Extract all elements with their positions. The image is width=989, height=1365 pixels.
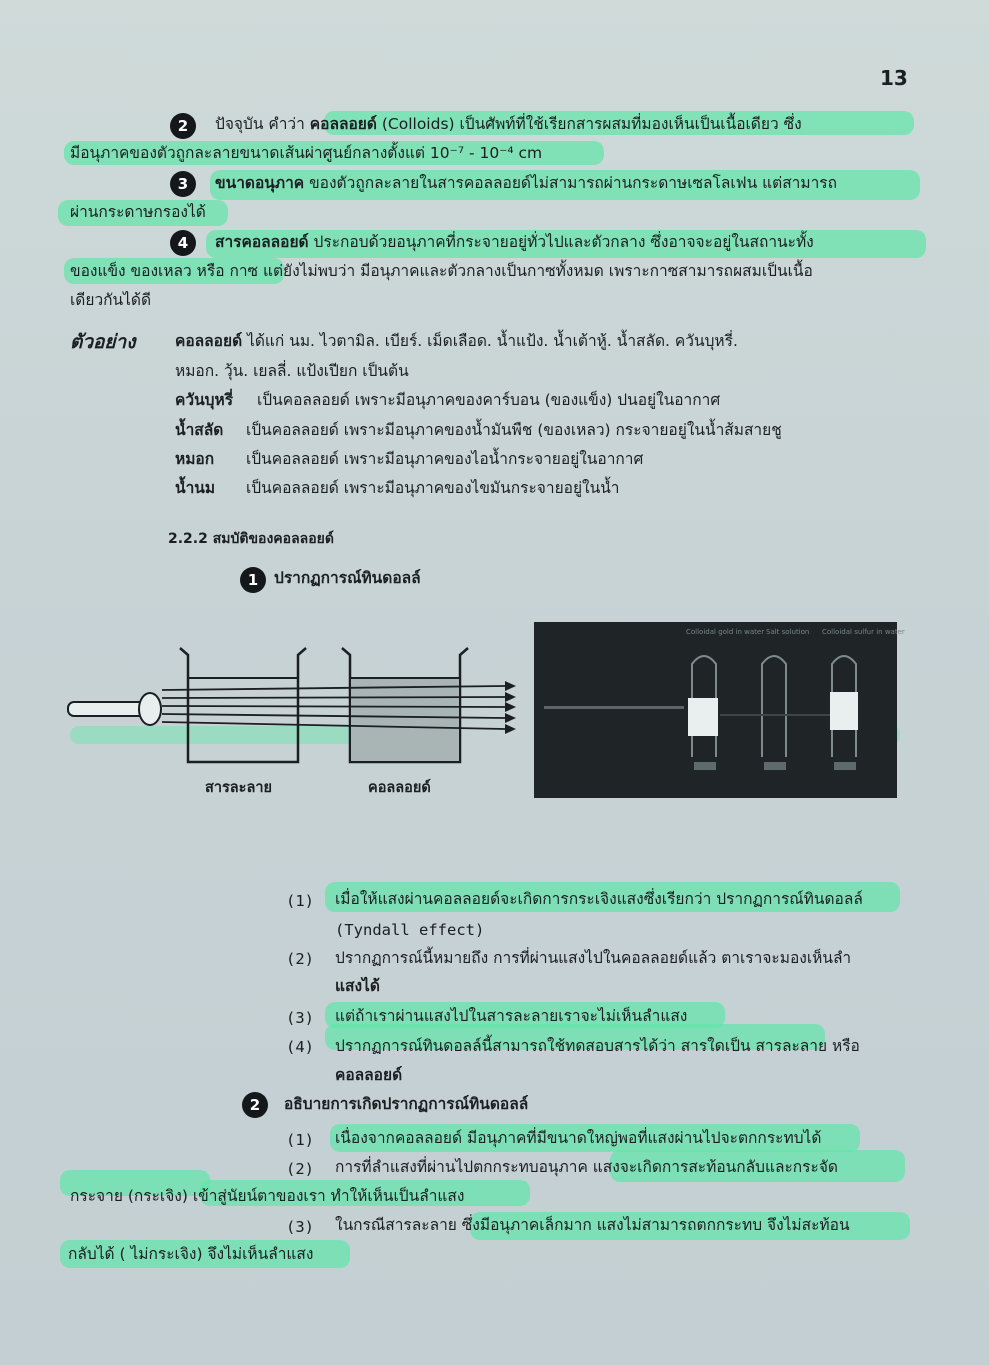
point-number: (3) [286, 1009, 314, 1027]
example-term: น้ำสลัด [175, 421, 224, 439]
example-label: ตัวอย่าง [70, 331, 136, 353]
item-2-term: คอลลอยด์ [309, 115, 377, 133]
tyndall-point-text-cont: คอลลอยด์ [335, 1066, 403, 1084]
point-number: (2) [286, 950, 314, 968]
item-4-line2: ของแข็ง ของเหลว หรือ กาซ แต่ยังไม่พบว่า มีอนุภาคและตัวกลางเป็นกาซทั้งหมด เพราะกาซสามารถผสมเป็นเนื้อ [70, 262, 813, 280]
example-intro-line2: หมอก. วุ้น. เยลลี่. แป้งเปียก เป็นต้น [175, 362, 409, 380]
item-2-lead: ปัจจุบัน คำว่า [215, 115, 310, 133]
figure-label-solution: สารละลาย [205, 780, 272, 796]
explain-point-text-cont: กระจาย (กระเจิง) เข้าสู่นัยน์ตาของเรา ทำให้เห็นเป็นลำแสง [70, 1187, 465, 1205]
tyndall-beaker-diagram [60, 640, 520, 770]
tyndall-point-text-cont: แสงได้ [335, 977, 380, 995]
figure-label-colloid: คอลลอยด์ [368, 780, 431, 796]
example-term: ควันบุหรี่ [175, 391, 234, 409]
example-text: เป็นคอลลอยด์ เพราะมีอนุภาคของไขมันกระจายอยู่ในน้ำ [246, 479, 620, 497]
photo-tube-label: Colloidal gold in water [686, 628, 765, 636]
example-term: น้ำนม [175, 479, 216, 497]
explain-point-text: ในกรณีสารละลาย ซึ่งมีอนุภาคเล็กมาก แสงไม่สามารถตกกระทบ จึงไม่สะท้อน [335, 1216, 850, 1234]
example-intro-term: คอลลอยด์ [175, 332, 243, 350]
tyndall-point-text: แต่ถ้าเราผ่านแสงไปในสารละลายเราจะไม่เห็นลำแสง [335, 1007, 688, 1025]
tyndall-photo [534, 622, 905, 798]
point-number: (1) [286, 892, 314, 910]
example-term: หมอก [175, 450, 215, 468]
example-intro-line1 [175, 330, 738, 352]
photo-tubes [534, 622, 897, 798]
example-text: เป็นคอลลอยด์ เพราะมีอนุภาคของน้ำมันพืช (ของเหลว) กระจายอยู่ในน้ำส้มสายชู [246, 421, 782, 439]
point-number: (1) [286, 1131, 314, 1149]
photo-tube-label: Colloidal sulfur in water [822, 628, 905, 636]
sub-number-badge: 1 [240, 567, 266, 593]
item-3-term: ขนาดอนุภาค [215, 174, 305, 192]
tyndall-point-text-cont: (Tyndall effect) [335, 921, 485, 939]
item-number-badge: 3 [170, 171, 196, 197]
sub-2-title: อธิบายการเกิดปรากฏการณ์ทินดอลล์ [284, 1095, 529, 1113]
item-3-rest: ของตัวถูกละลายในสารคอลลอยด์ไม่สามารถผ่านกระดาษเซลโลเฟน แต่สามารถ [304, 174, 837, 192]
photo-tube-label: Salt solution [766, 628, 810, 636]
point-number: (4) [286, 1038, 314, 1056]
example-intro-rest: ได้แก่ นม. ไวตามิล. เบียร์. เม็ดเลือด. น้ำแป้ง. น้ำเต้าหู้. น้ำสลัด. ควันบุหรี่. [242, 332, 738, 350]
item-3-line1 [215, 172, 837, 194]
item-number-badge: 4 [170, 230, 196, 256]
item-4-line1 [215, 231, 814, 253]
item-3-line2: ผ่านกระดาษกรองได้ [70, 203, 206, 221]
point-number: (2) [286, 1160, 314, 1178]
beaker-solution [180, 648, 306, 762]
item-number-badge: 2 [170, 113, 196, 139]
colloid-fill [351, 678, 459, 761]
sub-number-badge: 2 [242, 1092, 268, 1118]
flashlight-head [139, 693, 161, 725]
sub-1-title: ปรากฏการณ์ทินดอลล์ [274, 569, 421, 587]
item-4-rest: ประกอบด้วยอนุภาคที่กระจายอยู่ทั่วไปและตัวกลาง ซึ่งอาจจะอยู่ในสถานะทั้ง [308, 233, 814, 251]
explain-point-text: การที่ลำแสงที่ผ่านไปตกกระทบอนุภาค แสงจะเกิดการสะท้อนกลับและกระจัด [335, 1158, 838, 1176]
item-2-line1 [215, 113, 802, 135]
explain-point-text: เนื่องจากคอลลอยด์ มีอนุภาคที่มีขนาดใหญ่พอที่แสงผ่านไปจะตกกระทบได้ [335, 1129, 822, 1147]
item-2-rest: (Colloids) เป็นศัพท์ที่ใช้เรียกสารผสมที่มองเห็นเป็นเนื้อเดียว ซึ่ง [376, 115, 802, 133]
tyndall-point-text: ปรากฏการณ์ทินดอลล์นี้สามารถใช้ทดสอบสารได้ว่า สารใดเป็น สารละลาย หรือ [335, 1037, 860, 1055]
arrowheads [505, 681, 516, 734]
item-2-line2: มีอนุภาคของตัวถูกละลายขนาดเส้นผ่าศูนย์กลางตั้งแต่ 10⁻⁷ - 10⁻⁴ cm [70, 144, 543, 162]
explain-point-text-cont: กลับได้ ( ไม่กระเจิง) จึงไม่เห็นลำแสง [68, 1245, 314, 1263]
section-heading: 2.2.2 สมบัติของคอลลอยด์ [168, 531, 334, 547]
example-text: เป็นคอลลอยด์ เพราะมีอนุภาคของคาร์บอน (ของแข็ง) ปนอยู่ในอากาศ [257, 391, 721, 409]
tyndall-point-text: เมื่อให้แสงผ่านคอลลอยด์จะเกิดการกระเจิงแสงซึ่งเรียกว่า ปรากฏการณ์ทินดอลล์ [335, 890, 863, 908]
example-text: เป็นคอลลอยด์ เพราะมีอนุภาคของไอน้ำกระจายอยู่ในอากาศ [246, 450, 644, 468]
item-4-term: สารคอลลอยด์ [215, 233, 309, 251]
point-number: (3) [286, 1218, 314, 1236]
tyndall-point-text: ปรากฏการณ์นี้หมายถึง การที่ผ่านแสงไปในคอลลอยด์แล้ว ตาเราจะมองเห็นลำ [335, 949, 852, 967]
item-4-line3: เดียวกันได้ดี [70, 291, 152, 309]
page-number: 13 [880, 66, 908, 90]
